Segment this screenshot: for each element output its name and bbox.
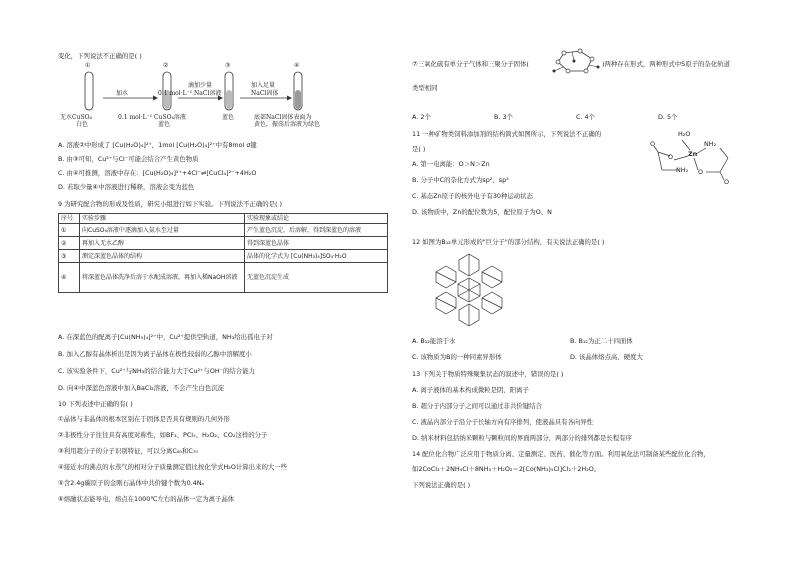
q11-stem: 11 一种矿物类饲料添加剂的结构简式如图所示，下列说法不正确的 bbox=[412, 130, 602, 138]
q10-item-5: ⑤含2.4g碳原子的金刚石晶体中共价键个数为0.4Nₐ bbox=[58, 479, 205, 487]
table-cell: 再加入无水乙醇 bbox=[80, 237, 245, 250]
q11-option-b: B. 分子中C的杂化方式为sp²、sp³ bbox=[412, 176, 509, 184]
arrow-3-top-label: 加入足量 bbox=[251, 82, 276, 89]
so3-trimer-structure-icon bbox=[550, 47, 602, 75]
table-header-cell: 序号 bbox=[59, 214, 80, 224]
table-cell: 晶体的化学式为 [Cu(NH₃)₄]SO₄·H₂O bbox=[245, 250, 388, 263]
oxygen-label-1: O bbox=[668, 153, 674, 161]
q10-option-c: C. 4个 bbox=[576, 113, 595, 121]
table-row bbox=[59, 224, 388, 237]
tube-2-label: 0.1 mol·L⁻¹ CuSO₄溶液 bbox=[118, 114, 186, 121]
q10-item-7-start: ⑦三氧化硫有单分子气体和三聚分子固体( bbox=[412, 60, 529, 68]
q10-item-7-end: )两种存在形式，两种形式中S原子的杂化轨道 bbox=[602, 60, 730, 68]
q11-option-c: C. 基态Zn原子的核外电子有30种运动状态 bbox=[412, 192, 533, 200]
table-cell: 产生蓝色沉淀，后溶解，得到深蓝色的溶液 bbox=[245, 224, 388, 237]
tube-4-sub: 黄色，振荡后溶液为绿色 bbox=[254, 121, 321, 128]
q9-option-d: D. 向④中深蓝色溶液中加入BaCl₂溶液，不会产生白色沉淀 bbox=[58, 384, 225, 392]
table-cell: 将深蓝色晶体洗净后溶于水配成溶液，再加入稀NaOH溶液 bbox=[80, 263, 245, 293]
q12-option-c: C. 该物质为B的一种同素异形体 bbox=[412, 353, 502, 361]
arrow-2-bottom-label: 0.1 mol·L⁻¹ NaCl溶液 bbox=[158, 90, 222, 97]
oxygen-label-3: O bbox=[698, 168, 704, 176]
q14-question: 下列说法正确的是( ) bbox=[412, 481, 471, 489]
q13-stem: 13 下列关于物质特殊聚集状态的叙述中，错误的是( ) bbox=[412, 370, 564, 378]
table-cell: ② bbox=[59, 237, 80, 250]
q10-item-4: ④接近水的沸点的水蒸气的相对分子质量测定值比按化学式H₂O计算出来的大一些 bbox=[58, 463, 288, 471]
q13-option-a: A. 离子液体的基本构成微粒是阴、阳离子 bbox=[412, 386, 529, 394]
table-row bbox=[59, 263, 388, 293]
oxygen-label-2: O bbox=[650, 140, 656, 148]
water-ligand-label: H₂O bbox=[678, 130, 691, 138]
table-header-cell: 实验现象或结论 bbox=[245, 214, 388, 224]
q10-option-b: B. 3个 bbox=[494, 113, 513, 121]
step-1-label: ① bbox=[85, 62, 91, 69]
q14-equation: 如2CoCl₂＋2NH₄Cl＋8NH₃＋H₂O₂＝2[Co(NH₃)₅Cl]Cl₂＋2H₂O。 bbox=[412, 465, 601, 473]
q13-option-c: C. 液晶内部分子沿分子长轴方向有序排列，使液晶具有各向异性 bbox=[412, 418, 594, 426]
amine-ligand-label-2: NH₂ bbox=[676, 166, 689, 174]
zinc-atom-label: Zn bbox=[688, 150, 698, 158]
step-3-label: ③ bbox=[225, 62, 231, 69]
amine-ligand-label-1: NH₂ bbox=[704, 140, 717, 148]
q10-option-d: D. 5个 bbox=[658, 113, 678, 121]
q10-stem: 10 下列表述中正确的有( ) bbox=[58, 400, 133, 408]
q9-option-b: B. 加入乙醇有晶体析出是因为离子晶体在极性较弱的乙醇中溶解度小 bbox=[58, 350, 252, 358]
table-cell: 测定深蓝色晶体的结构 bbox=[80, 250, 245, 263]
q9-experiment-table bbox=[58, 213, 388, 293]
q11-stem-continued: 是( ) bbox=[412, 145, 426, 153]
q12-option-d: D. 该晶体熔点高、硬度大 bbox=[570, 353, 643, 361]
q13-option-b: B. 超分子内部分子之间可以通过非共价键结合 bbox=[412, 402, 542, 410]
q8-option-a: A. 溶液②中形成了 [Cu(H₂O)₄]²⁺，1mol [Cu(H₂O)₄]²⁺中有8mol σ键 bbox=[58, 141, 257, 149]
b12-giant-molecule-diagram bbox=[424, 250, 514, 330]
table-cell: ③ bbox=[59, 250, 80, 263]
step-4-label: ④ bbox=[294, 62, 300, 69]
q10-option-a: A. 2个 bbox=[412, 113, 431, 121]
q10-item-2: ②非极性分子往往具有高度对称性，如BF₃、PCl₅、H₂O₂、CO₂这样的分子 bbox=[58, 431, 268, 439]
tube-1-label: 无水CuSO₄ bbox=[60, 114, 92, 121]
q11-option-a: A. 第一电离能：O＞N＞Zn bbox=[412, 160, 490, 168]
table-cell: 无蓝色沉淀生成 bbox=[245, 263, 388, 293]
table-cell: 得到深蓝色晶体 bbox=[245, 237, 388, 250]
tube-1-sub: 白色 bbox=[76, 121, 89, 128]
q12-option-a: A. B₁₂能溶于水 bbox=[412, 337, 456, 345]
table-header-row bbox=[59, 214, 388, 224]
arrow-3-bottom-label: NaCl固体 bbox=[251, 90, 279, 97]
table-cell: ④ bbox=[59, 263, 80, 293]
q8-intro: 变化，下列说法不正确的是( ) bbox=[58, 52, 142, 60]
tube-3-label: 蓝色 bbox=[222, 114, 235, 121]
q10-item-3: ③利用超分子的分子识别特征，可以分离C₆₀和C₇₀ bbox=[58, 447, 198, 455]
q10-item-7-tail: 类型相同 bbox=[412, 84, 438, 92]
q9-option-c: C. 该实验条件下，Cu²⁺与NH₃的结合能力大于Cu²⁺与OH⁻的结合能力 bbox=[58, 367, 255, 375]
zinc-complex-structure bbox=[644, 126, 744, 188]
q10-item-1: ①晶体与非晶体的根本区别在于固体是否具有规则的几何外形 bbox=[58, 415, 230, 423]
table-cell: 向CuSO₄溶液中逐滴加入氨水至过量 bbox=[80, 224, 245, 237]
q8-test-tube-figure bbox=[58, 62, 358, 134]
q14-stem: 14 配位化合物广泛应用于物质分离、定量测定、医药、催化等方面。利用氧化法可制备某些配位化合物， bbox=[412, 450, 710, 458]
q11-option-d: D. 该物质中，Zn的配位数为5，配位原子为O、N bbox=[412, 208, 552, 216]
q8-option-c: C. 由④可推测，溶液中存在：[Cu(H₂O)₄]²⁺+4Cl⁻⇌[CuCl₄]²⁻+4H₂O bbox=[58, 169, 257, 177]
table-row bbox=[59, 237, 388, 250]
table-cell: ① bbox=[59, 224, 80, 237]
step-2-label: ② bbox=[163, 62, 169, 69]
q12-stem: 12 如图为B₁₂单元形成的"巨分子"的部分结构，有关说法正确的是( ) bbox=[412, 238, 605, 246]
arrow-2-top-label: 滴加少量 bbox=[188, 82, 213, 89]
arrow-1-label: 加水 bbox=[116, 90, 129, 97]
oxygen-label-4: O bbox=[724, 178, 730, 186]
q9-stem: 9 为研究配合物的形成及性质，研究小组进行如下实验。下列说法不正确的是( ) bbox=[58, 200, 283, 208]
table-row bbox=[59, 250, 388, 263]
table-header-cell: 实验步骤 bbox=[80, 214, 245, 224]
q13-option-d: D. 纳米材料包括纳米颗粒与颗粒间的界面两部分，两部分的排列都是长程有序 bbox=[412, 434, 632, 442]
q8-option-b: B. 由③可知，Cu²⁺与Cl⁻可能会结合产生黄色物质 bbox=[58, 155, 199, 163]
tube-2-sub: 蓝色 bbox=[158, 121, 171, 128]
q12-option-b: B. B₁₂为正二十四面体 bbox=[570, 337, 633, 345]
q10-item-6: ⑥熔融状态能导电，熔点在1000℃左右的晶体一定为离子晶体 bbox=[58, 495, 235, 503]
q9-option-a: A. 在深蓝色的配离子[Cu(NH₃)₄]²⁺中，Cu²⁺提供空轨道，NH₃给出孤电子对 bbox=[58, 333, 273, 341]
q8-option-d: D. 若取少量④中溶液进行稀释，溶液会变为蓝色 bbox=[58, 183, 195, 191]
tube-4-label: 底部NaCl固体表面为 bbox=[254, 114, 312, 121]
